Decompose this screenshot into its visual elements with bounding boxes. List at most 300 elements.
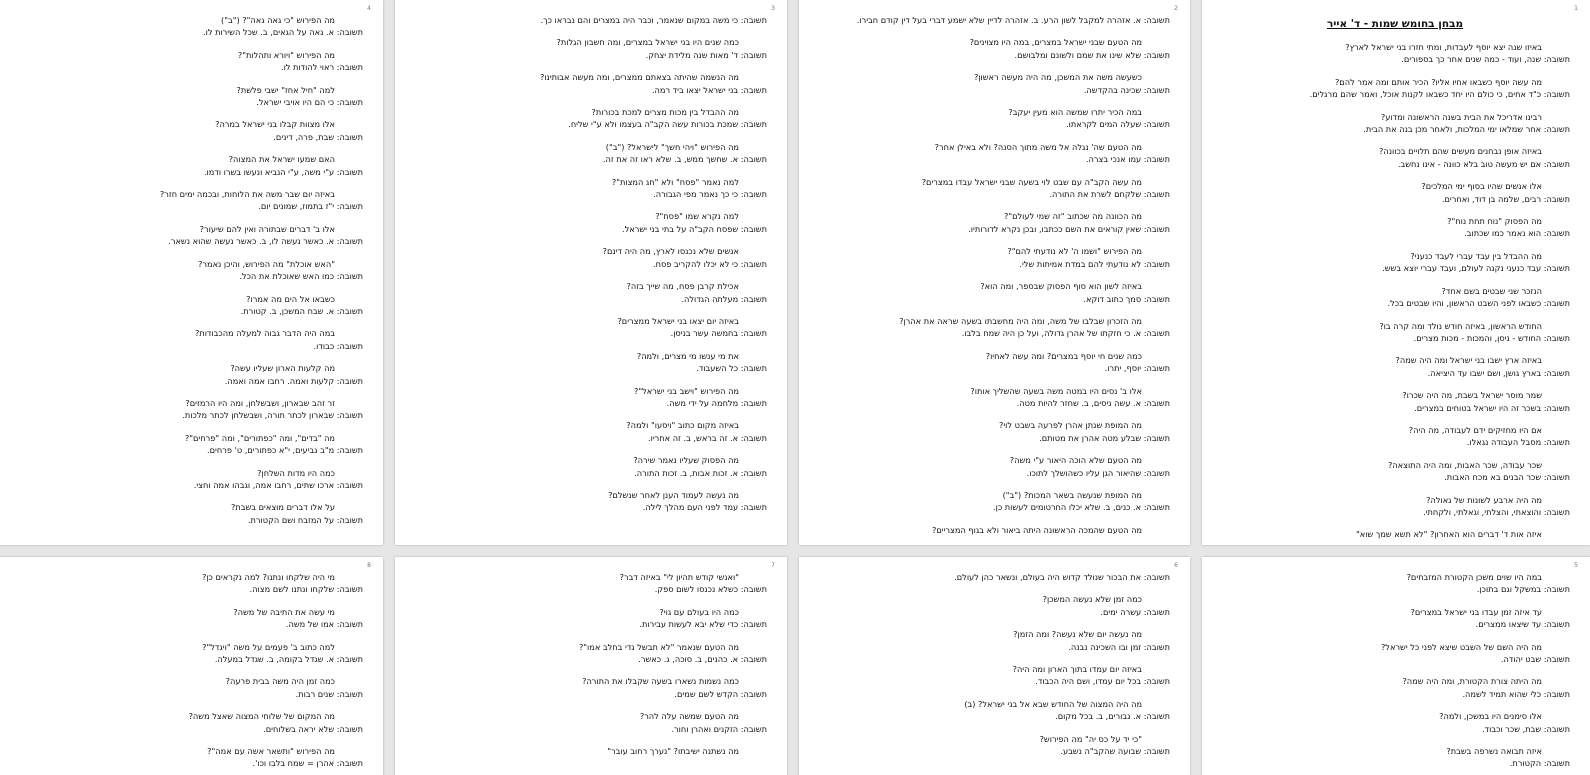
- answer-text: תשובה: כי לא יכלו להקריב פסח.: [653, 258, 767, 269]
- answer-text: תשובה: מלחמה על ידי משה.: [666, 397, 767, 408]
- answer-text: תשובה: אחר שמלאו ימי המלכות, ולאחר מכן בנה את הבית.: [1363, 124, 1570, 135]
- question-text: [817, 350, 1170, 362]
- question-label: מה הטעם שלא הוכה היאור ע"י משה?: [1009, 455, 1142, 466]
- question-text: [11, 293, 363, 305]
- question-label: באיזה יום שבר משה את הלוחות, ובכמה ימים חזר?: [159, 189, 335, 200]
- question-label: מה המופת שנעשה בשאר המכות? ("ב"): [1002, 489, 1142, 500]
- question-text: [11, 467, 363, 479]
- question-label: "כי יד על כס יה" מה הפירוש?: [1039, 733, 1142, 744]
- answer-text: תשובה: עמד לפני העם מהלך לילה.: [642, 502, 767, 513]
- question-text: [413, 141, 767, 153]
- answer-text: תשובה: י"ז בתמוז, שמונים יום.: [258, 201, 363, 212]
- question-block: [413, 71, 767, 96]
- answer-text: תשובה: עד שיצאו ממצרים.: [1475, 619, 1570, 630]
- question-text: [817, 733, 1170, 745]
- answer-text: תשובה: ע"י משה, ע"י הנביא ונעשו בשרו ודמו.: [203, 166, 363, 177]
- document-page: [395, 0, 787, 545]
- question-label: כשעשה משה את המשכן, מה היה מעשה ראשון?: [973, 72, 1142, 83]
- question-block: [11, 258, 363, 283]
- document-page: [1202, 557, 1590, 775]
- question-block: [413, 176, 767, 201]
- question-block: [11, 397, 363, 422]
- question-label: מה הפסוק שעליו נאמר שירה?: [633, 455, 739, 466]
- question-block: [413, 245, 767, 270]
- document-page: [395, 557, 787, 775]
- question-block: [817, 698, 1170, 723]
- question-block: [817, 628, 1170, 653]
- question-block: [413, 350, 767, 375]
- answer-text: תשובה: שנה, ועוד - כמה שנים אחר כך בספורים.: [1401, 54, 1570, 65]
- question-label: מה נעשה לעמוד הענן לאחר שנשלם?: [608, 489, 739, 500]
- question-text: [11, 397, 363, 409]
- question-block: [1220, 41, 1570, 66]
- answer-text: תשובה: הזקנים ואהרן וחור.: [671, 723, 767, 734]
- question-label: החודש הראשון, באיזה חודש נולד ומה קרה בו?: [1379, 320, 1542, 331]
- question-block: [817, 419, 1170, 444]
- question-text: [817, 315, 1170, 327]
- page-body: [413, 571, 767, 767]
- question-block: [817, 350, 1170, 375]
- answer-text: תשובה: שבארון לכתר תורה, ושבשלחן לכתר מלכות.: [182, 410, 363, 421]
- question-block: [413, 385, 767, 410]
- answer-text: תשובה: א. כי חזקתו של אהרן גדולה, ועל כן היה שמח בלבו.: [961, 328, 1170, 339]
- question-text: [11, 432, 363, 444]
- answer-text: תשובה: הקדש לשם שמים.: [674, 688, 767, 699]
- question-label: את מי ענשו מי מצרים, ולמה?: [636, 350, 739, 361]
- answer-text: תשובה: כל השעבוד.: [696, 363, 767, 374]
- question-label: מי עשה את התיבה של משה?: [233, 606, 335, 617]
- question-text: [1220, 389, 1570, 401]
- question-text: [11, 571, 363, 583]
- answer-text: תשובה: אם יש מעשה טוב בלא כוונה - אינו נחשב.: [1397, 158, 1570, 169]
- question-label: שמר מוסר ישראל בשבת, מה היה שכרו?: [1402, 390, 1542, 401]
- answer-text: תשובה: כשלא נכנסו לשום ספק.: [654, 584, 767, 595]
- question-block: [817, 106, 1170, 131]
- question-label: כמה נשמות נשארו בשעה שקבלו את התורה?: [582, 676, 739, 687]
- question-block: [11, 118, 363, 143]
- question-text: [1220, 354, 1570, 366]
- answer-text: תשובה: הקטורת.: [1509, 758, 1570, 769]
- answer-text: תשובה: שנים רבות.: [295, 688, 363, 699]
- question-label: למה נקרא שמו "פסח"?: [655, 211, 739, 222]
- question-block: [11, 432, 363, 457]
- page-number: 8: [367, 562, 371, 569]
- question-text: [1220, 606, 1570, 618]
- question-text: [817, 176, 1170, 188]
- question-label: אלו מצוות קבלו בני ישראל במרה?: [215, 119, 335, 130]
- question-block: [413, 106, 767, 131]
- question-block: [817, 14, 1170, 26]
- question-label: במה היו שוים משכן הקטורת המזבחים?: [1406, 572, 1542, 582]
- question-text: [817, 385, 1170, 397]
- question-block: [11, 188, 363, 213]
- answer-text: תשובה: בכל יום עמדו, ושם היה הכבוד.: [1035, 676, 1170, 687]
- question-label: מה היה ארבע לשונות של גאולה?: [1426, 494, 1542, 505]
- question-block: [1220, 250, 1570, 275]
- question-label: מה הפירוש "ויהי חשך" לישראל? ("ב"): [605, 141, 739, 152]
- question-label: מה "בדים", ומה "כפתורים", ומה "פרחים"?: [184, 432, 335, 443]
- question-label: באיזה מקום כתוב "ויסעו" ולמה?: [626, 420, 739, 431]
- question-text: [413, 675, 767, 687]
- answer-text: תשובה: שבט יהודה.: [1500, 654, 1570, 665]
- question-text: [413, 210, 767, 222]
- answer-text: תשובה: א. זה בראש, ב. זה אחריו.: [648, 432, 767, 443]
- question-block: [11, 362, 363, 387]
- question-text: [817, 628, 1170, 640]
- question-text: [413, 489, 767, 501]
- page-number: 3: [771, 5, 775, 12]
- question-text: [1220, 494, 1570, 506]
- question-block: [817, 280, 1170, 305]
- question-label: שכר עבודה, שכר האבות, ומה היה התוצאה?: [1387, 459, 1542, 470]
- question-label: מה הפירוש "וישב בני ישראל"?: [634, 385, 739, 396]
- answer-text: תשובה: רבים, שלמה בן דוד, ואחרים.: [1441, 193, 1570, 204]
- question-label: אנשים שלא נכנסו לארץ, מה היה דינם?: [602, 246, 739, 257]
- question-text: [11, 14, 363, 26]
- answer-text: תשובה: עמו אנכי בצרה.: [1085, 154, 1170, 165]
- answer-text: תשובה: כשבאו לפני השבט הראשון, והיו שבטים בכל.: [1387, 298, 1570, 309]
- answer-text: תשובה: שכר הבנים בא מכח האבות.: [1444, 472, 1570, 483]
- question-label: מה ההבדל בין מכות מצרים למכת בכורות?: [591, 107, 739, 118]
- answer-text: תשובה: כדי שלא יבא לעשות עבירות.: [639, 619, 767, 630]
- question-text: [413, 385, 767, 397]
- question-block: [413, 489, 767, 514]
- question-block: [817, 71, 1170, 96]
- page-body: [817, 14, 1170, 545]
- document-title: מבחן בחומש שמות - ד' אייר: [1326, 18, 1464, 30]
- question-label: אכילת קרבן פסח, מה שייך בזה?: [626, 281, 739, 292]
- answer-text: תשובה: בארץ גושן, ושם ישבו עד היציאה.: [1427, 367, 1570, 378]
- question-text: [11, 188, 363, 200]
- question-text: [817, 454, 1170, 466]
- answer-text: תשובה: כלי שהוא תמיד לשמה.: [1462, 688, 1570, 699]
- answer-text: תשובה: כבודו.: [313, 340, 363, 351]
- question-block: [11, 84, 363, 109]
- question-block: [1220, 320, 1570, 345]
- question-label: מה היתה צורת הקטורת, ומה היה שמה?: [1402, 676, 1542, 687]
- question-label: מה המקום של שלוחי המצוה שאצל משה?: [188, 711, 335, 722]
- question-block: [1220, 571, 1570, 596]
- question-block: [413, 419, 767, 444]
- question-text: [1220, 145, 1570, 157]
- question-text: [11, 327, 363, 339]
- question-text: [1220, 215, 1570, 227]
- question-text: [413, 745, 767, 757]
- question-block: [413, 606, 767, 631]
- question-block: [1220, 285, 1570, 310]
- question-text: [11, 258, 363, 270]
- answer-text: תשובה: מ"ב גביעים, י"א כפתורים, ט' פרחים.: [207, 445, 363, 456]
- question-label: מה הפסוק "נוח תחת נוח"?: [1447, 216, 1542, 227]
- question-text: [1220, 424, 1570, 436]
- document-page: [1202, 0, 1590, 545]
- answer-text: תשובה: א. זכות אבות, ב. זכות התורה.: [634, 467, 767, 478]
- answer-text: תשובה: זמן ובו השכינה נבנה.: [1068, 641, 1170, 652]
- question-block: [1220, 145, 1570, 170]
- document-page: [0, 557, 383, 775]
- answer-text: תשובה: שעלה המים לקראתו.: [1066, 119, 1170, 130]
- answer-text: תשובה: א. גבורים, ב. בכל מקום.: [1055, 711, 1170, 722]
- question-text: [413, 280, 767, 292]
- answer-text: תשובה: שהיאור הגן עליו כשהושלך לתוכו.: [1026, 467, 1170, 478]
- question-label: מה היה המצוה של החודש שבא אל בני ישראל? (ב): [964, 698, 1142, 709]
- question-label: כמה שנים חי יוסף במצרים? ומה עשה לאחיו?: [985, 350, 1142, 361]
- question-block: [11, 223, 363, 248]
- question-text: [817, 698, 1170, 710]
- page-number: 4: [367, 5, 371, 12]
- answer-text: תשובה: א. גאה על הגאים, ב. שכל השירות לו.: [202, 27, 363, 38]
- question-text: [1220, 285, 1570, 297]
- question-text: [11, 223, 363, 235]
- question-block: [11, 710, 363, 735]
- answer-text: תשובה: במשקל וגם בתוכן.: [1476, 584, 1570, 595]
- answer-text: תשובה: יוסף, יתרו.: [1104, 363, 1170, 374]
- answer-text: תשובה: כי הם היו אויבי ישראל.: [256, 97, 363, 108]
- answer-text: תשובה: שפסח הקב"ה על בתי בני ישראל.: [621, 223, 767, 234]
- question-label: מה הנשמה שהיתה בצאתם ממצרים, ומה מעשה אבותינו?: [539, 72, 739, 83]
- question-text: [11, 675, 363, 687]
- question-label: באיזה לשון הוא סוף הפסוק שבספר, ומה הוא?: [980, 281, 1142, 292]
- question-text: [817, 245, 1170, 257]
- question-text: [11, 118, 363, 130]
- question-label: אם היו מחזיקים ידם לעבודה, מה היה?: [1408, 424, 1542, 435]
- question-text: [413, 106, 767, 118]
- answer-text: תשובה: א. כאשר נעשה לו, ב. כאשר נעשה שהוא נשאר.: [168, 236, 363, 247]
- question-block: [1220, 641, 1570, 666]
- question-label: "האש אוכלת" מה הפירוש, והיכן נאמר?: [198, 258, 335, 269]
- question-text: [817, 489, 1170, 501]
- question-label: מה הטעם שנאמר "לא תבשל גדי בחלב אמו"?: [578, 641, 739, 652]
- answer-text: תשובה: שבת, שכר וכבוד.: [1482, 723, 1570, 734]
- question-block: [11, 641, 363, 666]
- question-text: [817, 141, 1170, 153]
- question-block: [817, 571, 1170, 583]
- question-label: באיזה יום עמדו בתוך הארון ומה היה?: [1012, 664, 1142, 675]
- question-block: [11, 327, 363, 352]
- question-label: למה נאמר "פסח" ולא "חג המצות"?: [611, 176, 739, 187]
- question-block: [817, 733, 1170, 758]
- question-label: כמה שנים היו בני ישראל במצרים, ומה חשבון הגלות?: [556, 37, 739, 48]
- question-text: [817, 36, 1170, 48]
- question-text: [413, 176, 767, 188]
- question-block: [1220, 459, 1570, 484]
- answer-text: תשובה: כי משה במקום שנאמר, וכבר היה במצרים והם נבראו כך.: [540, 15, 767, 25]
- question-label: כמה היו בעולם עם גוי?: [659, 606, 739, 617]
- question-block: [413, 36, 767, 61]
- answer-text: תשובה: אמו של משה.: [285, 619, 363, 630]
- question-label: כמה היו מדות השלחן?: [257, 467, 335, 478]
- question-label: באיזה ארץ ישבו בני ישראל ומה היה שמה?: [1395, 355, 1542, 366]
- question-label: מה עשה יוסף כשבאו אחיו אליו? הכיר אותם ומה אמר להם?: [1334, 76, 1542, 87]
- question-text: [1220, 180, 1570, 192]
- document-page: [799, 0, 1190, 545]
- question-label: אלו ב' דברים שבתורה ואין להם שיעור?: [199, 223, 335, 234]
- question-block: [413, 641, 767, 666]
- question-text: [11, 745, 363, 757]
- question-label: האם שמעו ישראל את המצוה?: [228, 154, 335, 165]
- question-block: [817, 315, 1170, 340]
- question-label: כמה זמן שלא נעשה המשכן?: [1042, 594, 1142, 605]
- answer-text: תשובה: שבלע מטה אהרן את מטותם.: [1039, 432, 1170, 443]
- answer-text: תשובה: אהרן = שמח בלבו וכו'.: [252, 758, 363, 769]
- answer-text: תשובה: א. שגדל בקומה, ב. שגדל במעלה.: [214, 654, 363, 665]
- question-label: מה נעשה יום שלא נעשה? ומה הזמן?: [1013, 629, 1142, 640]
- question-block: [817, 385, 1170, 410]
- question-block: [413, 745, 767, 757]
- question-text: [11, 501, 363, 513]
- question-text: [413, 315, 767, 327]
- question-block: [1220, 675, 1570, 700]
- question-label: במה היה הדבר גבוה למעלה מהכבודות?: [194, 328, 335, 339]
- answer-text: תשובה: שלקחו ונתנו לשם מצוה.: [249, 584, 363, 595]
- question-text: [1220, 571, 1570, 583]
- question-block: [1220, 111, 1570, 136]
- answer-text: תשובה: בשכר זה היו ישראל בטוחים במצרים.: [1414, 402, 1570, 413]
- answer-text: תשובה: עשרה ימים.: [1100, 606, 1170, 617]
- answer-text: תשובה: בני ישראל יצאו ביד רמה.: [651, 84, 767, 95]
- question-block: [11, 293, 363, 318]
- question-label: מה הפירוש "ושמו ה' לא נודעתי להם"?: [1007, 246, 1142, 257]
- question-block: [1220, 215, 1570, 240]
- question-block: [1220, 180, 1570, 205]
- question-block: [11, 571, 363, 596]
- page-number: 2: [1174, 5, 1178, 12]
- question-block: [1220, 606, 1570, 631]
- page-body: [1220, 14, 1570, 545]
- question-label: מה עשה הקב"ה עם שבט לוי בשעה שבני ישראל עבדו במצרים?: [921, 176, 1142, 187]
- question-block: [1220, 528, 1570, 540]
- question-block: [11, 49, 363, 74]
- question-block: [1220, 745, 1570, 770]
- page-body: [413, 14, 767, 524]
- question-block: [11, 745, 363, 770]
- question-block: [413, 210, 767, 235]
- question-block: [11, 606, 363, 631]
- question-text: [1220, 459, 1570, 471]
- question-text: [1220, 76, 1570, 88]
- question-text: [11, 153, 363, 165]
- question-block: [413, 141, 767, 166]
- page-body: [11, 571, 363, 775]
- answer-text: תשובה: א. שחשך ממש, ב. שלא ראו זה את זה.: [602, 154, 767, 165]
- question-text: [413, 350, 767, 362]
- answer-text: תשובה: שבת, פרה, דינים.: [273, 131, 363, 142]
- question-text: [413, 710, 767, 722]
- question-text: [413, 71, 767, 83]
- answer-text: תשובה: כ"ד אחים, כי כולם היו יחד כשבאו לקנות אוכל, ואמר שהם מרגלים.: [1309, 89, 1570, 100]
- question-text: [413, 419, 767, 431]
- question-label: איזה תבואה נשרפה בשבת?: [1446, 746, 1542, 757]
- question-block: [11, 501, 363, 526]
- question-label: עד איזה זמן עבדו בני ישראל במצרים?: [1410, 606, 1542, 617]
- question-block: [413, 710, 767, 735]
- question-text: [11, 84, 363, 96]
- answer-text: תשובה: שלא יראה בשלוחים.: [263, 723, 363, 734]
- question-label: למה "חיל אחז" ישבי פלשת?: [236, 84, 335, 95]
- question-label: מה היה השם של השבט שיצא לפני כל ישראל?: [1380, 641, 1542, 652]
- question-text: [11, 606, 363, 618]
- answer-text: תשובה: כמו האש שאוכלת את הכל.: [239, 271, 363, 282]
- answer-text: תשובה: שבועה שהקב"ה נשבע.: [1060, 746, 1170, 757]
- question-block: [11, 467, 363, 492]
- question-text: [817, 593, 1170, 605]
- question-text: [413, 571, 767, 583]
- answer-text: תשובה: בחמשה עשר בניסן.: [670, 328, 767, 339]
- question-label: כשבאו אל הים מה אמרו?: [246, 293, 335, 304]
- question-label: מה הפירוש "ותשאר אשה עם אמה"?: [207, 746, 335, 757]
- question-block: [817, 454, 1170, 479]
- answer-text: תשובה: קלעות ואמה. רחבו אמה ואמה.: [224, 375, 363, 386]
- question-block: [817, 141, 1170, 166]
- answer-text: תשובה: ארכו שתים, רחבו אמה, וגבהו אמה וחצי.: [193, 479, 363, 490]
- question-block: [413, 315, 767, 340]
- question-label: על אלו דברים מוצאים בשבת?: [230, 502, 335, 513]
- question-text: [817, 280, 1170, 292]
- question-text: [1220, 111, 1570, 123]
- question-block: [11, 153, 363, 178]
- question-block: [413, 14, 767, 26]
- question-label: מה קלעות הארון שעליו עשה?: [230, 363, 335, 374]
- page-body: [1220, 571, 1570, 775]
- answer-text: תשובה: שכינה בהקדשה.: [1083, 84, 1170, 95]
- page-number: 5: [1574, 562, 1578, 569]
- answer-text: תשובה: שלא שינו את שמם ולשונם ומלבושם.: [1014, 49, 1170, 60]
- question-text: [1220, 745, 1570, 757]
- question-text: [11, 710, 363, 722]
- question-label: אלו ב' נסים היו במטה משה בשעה שהשליך אותו?: [970, 385, 1142, 396]
- question-label: הנזכר שני שבטים בשם אחד?: [1441, 285, 1542, 296]
- answer-text: תשובה: החודש - ניסן, והמכות - מכות מצרים.: [1413, 332, 1570, 343]
- question-label: באיזו שנה יצא יוסף לעבדות, ומתי חזרו בני ישראל לארץ?: [1345, 42, 1542, 52]
- question-block: [817, 593, 1170, 618]
- question-text: [817, 524, 1170, 536]
- question-text: [817, 210, 1170, 222]
- question-text: [1220, 250, 1570, 262]
- question-label: "ואנשי קודש תהיון לי" באיזה דבר?: [619, 572, 739, 582]
- question-label: מה נשתנה ישיבתו? "נערך רחוב עובר": [607, 746, 739, 757]
- answer-text: תשובה: והוצאתי, והצלתי, וגאלתי, ולקחתי.: [1423, 506, 1570, 517]
- question-text: [413, 36, 767, 48]
- question-block: [1220, 354, 1570, 379]
- answer-text: תשובה: א. אזהרה למקבל לשון הרע. ב. אזהרה לדיין שלא ישמע דברי בעל דין קודם חבירו.: [856, 15, 1170, 25]
- question-label: אלו סימנים היו במשכן, ולמה?: [1439, 711, 1542, 722]
- answer-text: תשובה: שמכת בכורות עשה הקב"ה בעצמו ולא ע"י שליח.: [568, 119, 767, 130]
- answer-text: תשובה: עבד כנעני נקנה לעולם, ועבד עברי יוצא בשש.: [1382, 263, 1570, 274]
- answer-text: תשובה: הוא נאמר כמו שכתוב.: [1464, 228, 1570, 239]
- question-text: [1220, 320, 1570, 332]
- question-text: [413, 606, 767, 618]
- question-block: [1220, 76, 1570, 101]
- page-body: [11, 14, 363, 536]
- question-block: [817, 36, 1170, 61]
- question-label: מה הטעם שמשה עלה להר?: [639, 711, 739, 722]
- question-block: [11, 14, 363, 39]
- question-text: [817, 419, 1170, 431]
- question-label: זר זהב שבארון, ושבשלחן, ומה היו הרמזים?: [185, 397, 335, 408]
- document-page: [0, 0, 383, 545]
- question-text: [413, 641, 767, 653]
- question-label: מה הטעם שבני ישראל במצרים, במה היו מצוינים?: [969, 37, 1142, 48]
- question-label: מה המופת שנתן אהרן לפרעה בשבט לוי?: [998, 420, 1142, 431]
- page-number: 1: [1574, 5, 1578, 12]
- answer-text: תשובה: ד' מאות שנה מלידת יצחק.: [645, 49, 767, 60]
- question-label: מי היה שלקחו ונתנו? למה נקראים כן?: [201, 572, 335, 582]
- question-text: [817, 663, 1170, 675]
- question-block: [11, 675, 363, 700]
- question-block: [1220, 494, 1570, 519]
- answer-text: תשובה: לא נודעתי להם במדת אמיתות שלי.: [1019, 258, 1170, 269]
- answer-text: תשובה: ראוי להודות לו.: [280, 62, 363, 73]
